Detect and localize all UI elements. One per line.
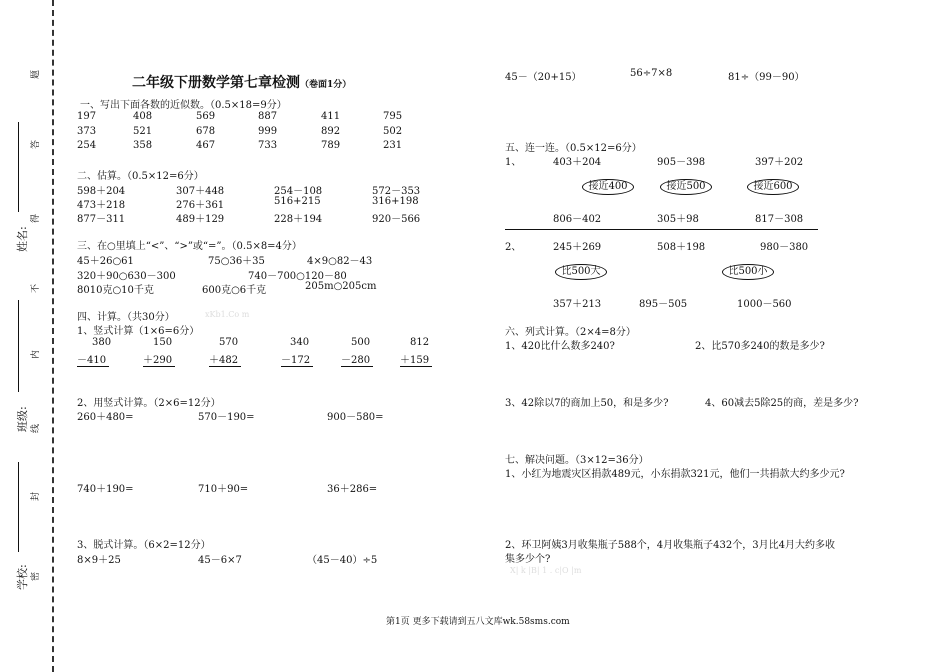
right-top-item: 56÷7×8	[630, 68, 673, 79]
s5-p2-bottom: 357＋213	[553, 299, 602, 310]
right-top-item: 81÷（99－90）	[728, 72, 805, 83]
s2-cell: 316+198	[372, 196, 419, 207]
s1-cell: 358	[133, 140, 153, 151]
vertical-bottom: －280	[341, 351, 373, 367]
s4-sub3-item: （45－40）÷5	[307, 555, 378, 566]
vertical-top: 812	[410, 337, 430, 348]
s3-cell: 740－700○120－80	[248, 271, 347, 282]
s4-sub3-item: 8×9＋25	[77, 555, 121, 566]
s5-p2-top: 980－380	[760, 242, 809, 253]
s4-sub2-item: 570－190=	[198, 412, 255, 423]
s3-cell: 205m○205cm	[305, 281, 377, 292]
s5-p2-number: 2、	[505, 242, 522, 253]
s4-sub2-item: 710＋90=	[198, 484, 249, 495]
s5-p1-bottom: 806－402	[553, 214, 602, 225]
binding-dashed-line	[52, 0, 54, 672]
s5-p2-top: 245＋269	[553, 242, 602, 253]
s2-cell: 489＋129	[176, 214, 225, 225]
s5-p2-bottom: 1000－560	[737, 299, 792, 310]
seal-char: 答	[31, 139, 42, 150]
name-label: 姓名:	[16, 226, 29, 252]
s1-cell: 467	[196, 140, 216, 151]
s6-question: 4、60减去5除25的商，差是多少?	[705, 398, 859, 409]
s5-p2-oval: 比500小	[722, 264, 774, 280]
s4-sub3-item: 45－6×7	[198, 555, 242, 566]
section5-heading: 五、连一连。（0.5×12=6分）	[505, 143, 642, 154]
s3-cell: 8010克○10千克	[77, 285, 154, 296]
s1-cell: 999	[258, 126, 278, 137]
page-footer: 第1页 更多下载请到五八文库wk.58sms.com	[386, 617, 570, 627]
s5-divider	[505, 229, 818, 230]
s5-p2-top: 508＋198	[657, 242, 706, 253]
section3-heading: 三、在○里填上“<”、“>”或“=”。（0.5×8=4分）	[77, 241, 302, 252]
s2-cell: 307＋448	[176, 186, 225, 197]
school-label: 学校:	[16, 564, 29, 590]
title-note: （卷面1分）	[300, 80, 352, 90]
s2-cell: 877－311	[77, 214, 126, 225]
vertical-bottom: －172	[281, 351, 313, 367]
page-title	[132, 72, 351, 92]
s1-cell: 678	[196, 126, 216, 137]
vertical-bottom: ＋290	[143, 351, 175, 367]
section1-heading: 一、写出下面各数的近似数。（0.5×18=9分）	[80, 100, 287, 111]
section6-heading: 六、列式计算。（2×4=8分）	[505, 327, 636, 338]
s1-cell: 733	[258, 140, 278, 151]
vertical-bottom: ＋482	[209, 351, 241, 367]
s7-question-cont: 集多少个?	[505, 554, 551, 565]
s1-cell: 408	[133, 111, 153, 122]
s2-cell: 254－108	[274, 186, 323, 197]
s4-sub3: 3、脱式计算。（6×2=12分）	[77, 540, 211, 551]
s7-question: 1、小红为地震灾区捐款489元，小东捐款321元，他们一共捐款大约多少元?	[505, 469, 845, 480]
class-label: 班级:	[16, 406, 29, 432]
seal-char: 线	[31, 423, 42, 434]
seal-char: 封	[31, 491, 42, 502]
s5-p1-top: 905－398	[657, 157, 706, 168]
s2-cell: 516+215	[274, 196, 321, 207]
s2-cell: 920－566	[372, 214, 421, 225]
s5-p1-bottom: 305＋98	[657, 214, 699, 225]
seal-char: 得	[31, 213, 42, 224]
s5-p1-oval: 接近600	[747, 179, 799, 195]
s4-sub2-item: 36＋286=	[327, 484, 378, 495]
s3-cell: 320＋90○630－300	[77, 271, 176, 282]
s1-cell: 373	[77, 126, 97, 137]
watermark-text: X| k |B| 1 . c|O |m	[510, 566, 582, 575]
s4-sub2: 2、用竖式计算。（2×6=12分）	[77, 398, 221, 409]
s1-cell: 197	[77, 111, 97, 122]
s4-sub2-item: 900－580=	[327, 412, 384, 423]
seal-char: 密	[31, 571, 42, 582]
s6-question: 1、420比什么数多240?	[505, 341, 615, 352]
s4-sub2-item: 740＋190=	[77, 484, 134, 495]
s1-cell: 795	[383, 111, 403, 122]
vertical-bottom: －410	[77, 351, 109, 367]
s2-cell: 473＋218	[77, 200, 126, 211]
s7-question: 2、环卫阿姨3月收集瓶子588个，4月收集瓶子432个，3月比4月大约多收	[505, 540, 835, 551]
s5-p1-bottom: 817－308	[755, 214, 804, 225]
s5-p2-oval: 比500大	[555, 264, 607, 280]
vertical-bottom: ＋159	[400, 351, 432, 367]
s1-cell: 887	[258, 111, 278, 122]
vertical-top: 380	[92, 337, 112, 348]
vertical-top: 570	[219, 337, 239, 348]
s5-p1-top: 403＋204	[553, 157, 602, 168]
s1-cell: 411	[321, 111, 341, 122]
vertical-top: 150	[153, 337, 173, 348]
section2-heading: 二、估算。（0.5×12=6分）	[77, 171, 204, 182]
seal-char: 不	[31, 283, 42, 294]
watermark-text: xKb1.Co m	[205, 310, 250, 319]
s5-p2-bottom: 895－505	[639, 299, 688, 310]
s3-cell: 75○36＋35	[208, 256, 265, 267]
vertical-top: 500	[351, 337, 371, 348]
s6-question: 2、比570多240的数是多少?	[695, 341, 825, 352]
s3-cell: 600克○6千克	[202, 285, 267, 296]
s1-cell: 789	[321, 140, 341, 151]
s5-p1-top: 397＋202	[755, 157, 804, 168]
section7-heading: 七、解决问题。（3×12=36分）	[505, 455, 649, 466]
title-text: 二年级下册数学第七章检测	[132, 75, 300, 91]
seal-char: 内	[31, 349, 42, 360]
s1-cell: 892	[321, 126, 341, 137]
vertical-top: 340	[290, 337, 310, 348]
s4-sub1: 1、竖式计算（1×6=6分）	[77, 326, 200, 337]
s2-cell: 572－353	[372, 186, 421, 197]
s2-cell: 598＋204	[77, 186, 126, 197]
s6-question: 3、42除以7的商加上50，和是多少?	[505, 398, 669, 409]
s5-p1-oval: 接近400	[582, 179, 634, 195]
s5-p1-number: 1、	[505, 157, 522, 168]
seal-char: 题	[31, 69, 42, 80]
s3-cell: 4×9○82－43	[307, 256, 373, 267]
class-blank[interactable]	[18, 300, 19, 392]
school-blank[interactable]	[18, 462, 19, 552]
name-blank[interactable]	[18, 122, 19, 212]
s3-cell: 45＋26○61	[77, 256, 134, 267]
section4-heading: 四、计算。（共30分）	[77, 312, 175, 323]
s1-cell: 502	[383, 126, 403, 137]
s1-cell: 254	[77, 140, 97, 151]
s2-cell: 276＋361	[176, 200, 225, 211]
s1-cell: 569	[196, 111, 216, 122]
right-top-item: 45－（20+15）	[505, 72, 582, 83]
s5-p1-oval: 接近500	[660, 179, 712, 195]
s1-cell: 521	[133, 126, 153, 137]
s1-cell: 231	[383, 140, 403, 151]
s4-sub2-item: 260＋480=	[77, 412, 134, 423]
s2-cell: 228＋194	[274, 214, 323, 225]
